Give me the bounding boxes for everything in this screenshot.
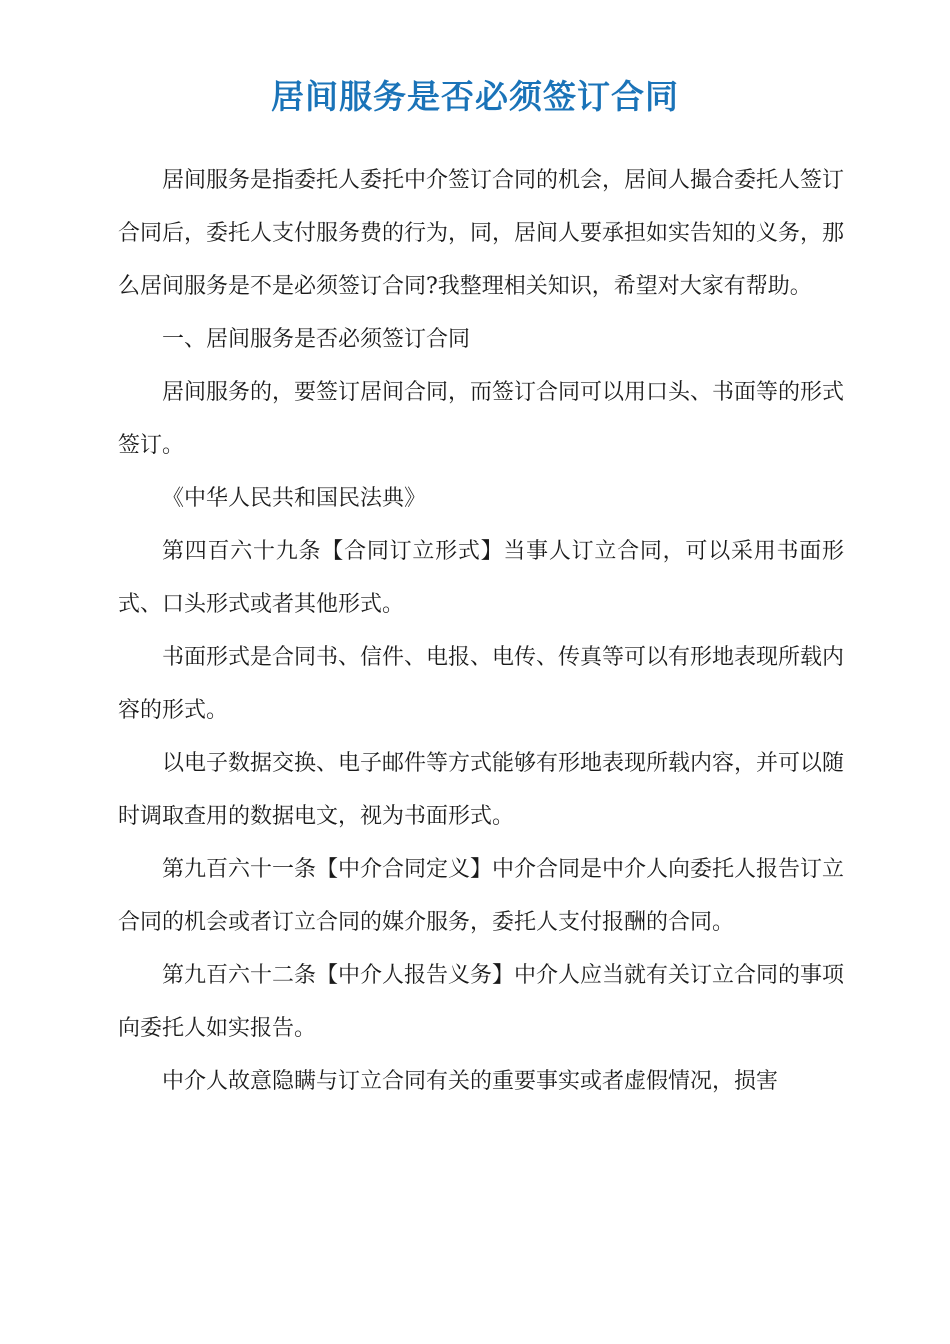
law-title: 《中华人民共和国民法典》 — [162, 486, 427, 511]
section-heading-1: 一、居间服务是否必须签订合同 — [162, 327, 471, 352]
paragraph-written-form: 书面形式是合同书、信件、电报、电传、传真等可以有形地表现所载内容的形式。 — [118, 645, 845, 723]
paragraph-electronic-data: 以电子数据交换、电子邮件等方式能够有形地表现所载内容，并可以随时调取查用的数据电文，视为书面形式。 — [118, 751, 845, 829]
paragraph-contract-form: 居间服务的，要签订居间合同，而签订合同可以用口头、书面等的形式签订。 — [118, 380, 845, 458]
article-961: 第九百六十一条【中介合同定义】中介合同是中介人向委托人报告订立合同的机会或者订立合同的媒介服务，委托人支付报酬的合同。 — [118, 857, 845, 935]
document-body — [118, 154, 844, 1108]
paragraph-intro: 居间服务是指委托人委托中介签订合同的机会，居间人撮合委托人签订合同后，委托人支付服务费的行为，同，居间人要承担如实告知的义务，那么居间服务是不是必须签订合同?我整理相关知识，希望对大家有帮助。 — [118, 168, 845, 299]
document-title: 居间服务是否必须签订合同 — [271, 77, 679, 116]
article-962: 第九百六十二条【中介人报告义务】中介人应当就有关订立合同的事项向委托人如实报告。 — [118, 963, 845, 1041]
article-469: 第四百六十九条【合同订立形式】当事人订立合同，可以采用书面形式、口头形式或者其他形式。 — [118, 539, 844, 617]
paragraph-concealment: 中介人故意隐瞒与订立合同有关的重要事实或者虚假情况，损害 — [162, 1069, 779, 1094]
